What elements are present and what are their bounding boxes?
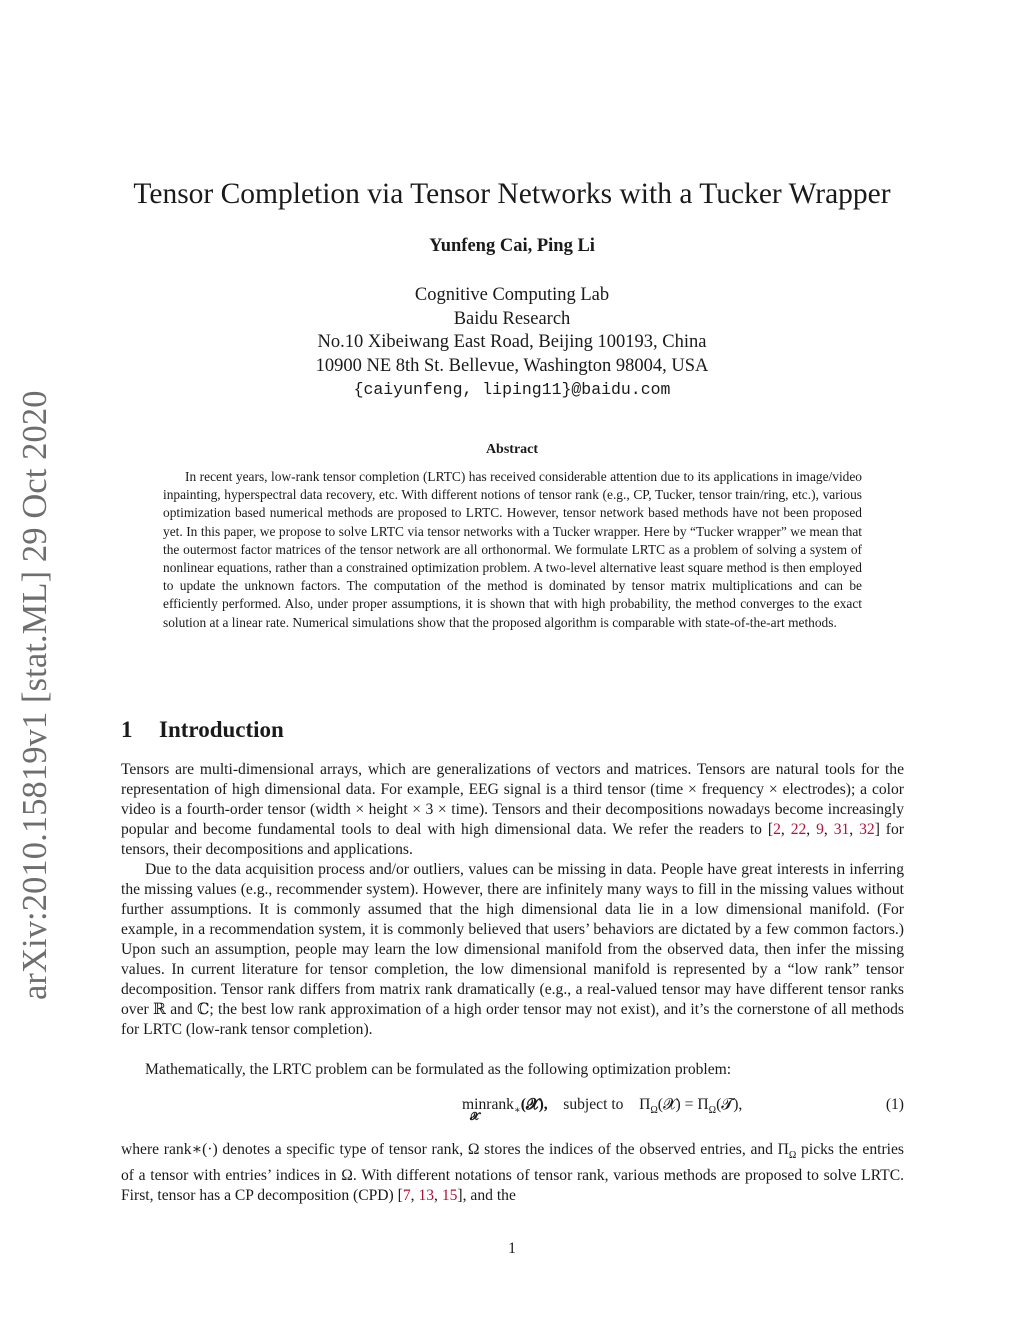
affiliation-org: Baidu Research [453, 308, 571, 329]
citation-link[interactable]: 13 [418, 1187, 435, 1205]
equation-body [462, 1096, 743, 1123]
intro-paragraph-1: Tensors are multi-dimensional arrays, which are generalizations of vectors and matrices. Tensors are natural tools for the representation of high dimensional data. For example, EEG signal is a third tensor (time × frequency × electrodes); a color video is a fourth-order tensor (width × height × 3 × time). Tensors and their decompositions nowadays become increasingly popular and become fundamental tools to deal with high dimensional data. We refer the readers to [2, 22, 9, 31, 32] for tensors, their decompositions and applications. [121, 761, 904, 858]
equation-1 [121, 1096, 904, 1124]
paragraph-text: ] for tensors, their decompositions and applications. [121, 821, 904, 858]
author-email: {caiyunfeng, liping11}@baidu.com [353, 380, 671, 399]
eq-min: min [462, 1096, 487, 1113]
affiliation-lab: Cognitive Computing Lab [414, 285, 610, 305]
pi-subscript: Ω [788, 1150, 797, 1162]
intro-paragraph-3: Mathematically, the LRTC problem can be formulated as the following optimization problem: [145, 1061, 732, 1078]
citation-link[interactable]: 15 [441, 1187, 458, 1205]
affiliation-address-1: No.10 Xibeiwang East Road, Beijing 100193, China [317, 332, 707, 352]
eq-rank-subscript: ∗ [513, 1105, 521, 1117]
section-number: 1 [121, 717, 133, 742]
abstract-body: In recent years, low-rank tensor completion (LRTC) has received considerable attention due to its applications in image/video inpainting, hyperspectral data recovery, etc. With different notions of tensor rank (e.g., CP, Tucker, tensor train/ring, etc.), various optimization based numerical methods are proposed to LRTC. However, tensor network based methods have not been proposed yet. In this paper, we propose to solve LRTC via tensor networks with a Tucker wrapper. Here by “Tucker wrapper” we mean that the outermost factor matrices of the tensor network are all orthonormal. We formulate LRTC as a problem of solving a system of nonlinear equations, rather than a constrained optimization problem. A two-level alternative least square method is then employed to update the unknown factors. The computation of the method is dominated by tensor matrix multiplications and can be efficiently performed. Also, under proper assumptions, it is shown that with high probability, the method converges to the exact solution at a linear rate. Numerical simulations show that the proposed algorithm is comparable with state-of-the-art methods. [163, 469, 862, 630]
section-heading-introduction [121, 717, 284, 743]
paragraph-text: ], and the [457, 1187, 516, 1205]
eq-min-subscript: 𝓧 [470, 1111, 479, 1123]
eq-pi-right: Π [697, 1096, 709, 1113]
eq-pi-left-subscript: Ω [650, 1105, 658, 1117]
citation-link[interactable]: 22 [790, 821, 807, 838]
intro-paragraph-4: where rank∗(·) denotes a specific type of tensor rank, Ω stores the indices of the observed entries, and $\Pi_\Omega$ picks the entries of a tensor with entries’ indices in Ω. With different notations of tensor rank, various methods are proposed to solve LRTC. First, tensor has a CP decomposition (CPD) [7, 13, 15], and the [121, 1141, 904, 1205]
abstract-heading: Abstract [485, 442, 539, 457]
equation-number: (1) [885, 1096, 904, 1113]
citation-link[interactable]: 32 [859, 821, 875, 838]
author-list: Yunfeng Cai, Ping Li [429, 236, 595, 256]
citation-link[interactable]: 9 [816, 821, 824, 838]
paragraph-text: Tensors are multi-dimensional arrays, which are generalizations of vectors and matrices. Tensors are natural tools for the representation of high dimensional data. For example, EEG signal is a third tensor (time × frequency × electrodes); a color video is a fourth-order tensor (width × height × 3 × time). Tensors and their decompositions nowadays become increasingly popular and become fundamental tools to deal with high dimensional data. We refer the readers to [ [121, 761, 904, 838]
affiliation-address-2: 10900 NE 8th St. Bellevue, Washington 98004, USA [315, 355, 709, 376]
paper-title: Tensor Completion via Tensor Networks with a Tucker Wrapper [133, 178, 891, 210]
eq-rank: rank [486, 1096, 514, 1113]
citation-link[interactable]: 2 [773, 821, 781, 838]
eq-subject-to: subject to [563, 1096, 624, 1113]
eq-pi-left-arg: (𝓧) = [657, 1096, 694, 1113]
citation-link[interactable]: 7 [402, 1187, 411, 1205]
eq-pi-left: Π [639, 1096, 651, 1113]
affiliation-block [0, 284, 1024, 402]
arxiv-stamp: arXiv:2010.15819v1 [stat.ML] 29 Oct 2020 [16, 390, 54, 1000]
citation-link[interactable]: 31 [833, 821, 850, 838]
paragraph-text: where rank∗(·) denotes a specific type of tensor rank, Ω stores the indices of the observed entries, and Π [121, 1141, 789, 1158]
eq-pi-right-subscript: Ω [708, 1105, 717, 1117]
intro-paragraph-2: Due to the data acquisition process and/or outliers, values can be missing in data. People have great interests in inferring the missing values (e.g., recommender system). However, there are infinitely many ways to fill in the missing values without further assumptions. It is commonly assumed that the high dimensional data lie in a low dimensional manifold. (For example, in a recommendation system, it is commonly believed that users’ behaviors are dictated by a few common factors.) Upon such an assumption, people may learn the low dimensional manifold from the observed data, then infer the missing values. In current literature for tensor completion, the low dimensional manifold is represented by a “low rank” tensor decomposition. Tensor rank differs from matrix rank dramatically (e.g., a real-valued tensor may have different tensor ranks over ℝ and ℂ; the best low rank approximation of a high order tensor may not exist), and it’s the cornerstone of all methods for LRTC (low-rank tensor completion). [121, 861, 904, 1038]
eq-rank-arg: (𝓧), [520, 1096, 548, 1113]
paragraph-text: picks the entries of a tensor with entries’ indices in Ω. With different notations of tensor rank, various methods are proposed to solve LRTC. First, tensor has a CP decomposition (CPD) [ [121, 1141, 904, 1205]
page-number: 1 [508, 1240, 516, 1257]
eq-pi-right-arg: (𝓣), [716, 1096, 743, 1113]
section-title: Introduction [159, 717, 284, 742]
